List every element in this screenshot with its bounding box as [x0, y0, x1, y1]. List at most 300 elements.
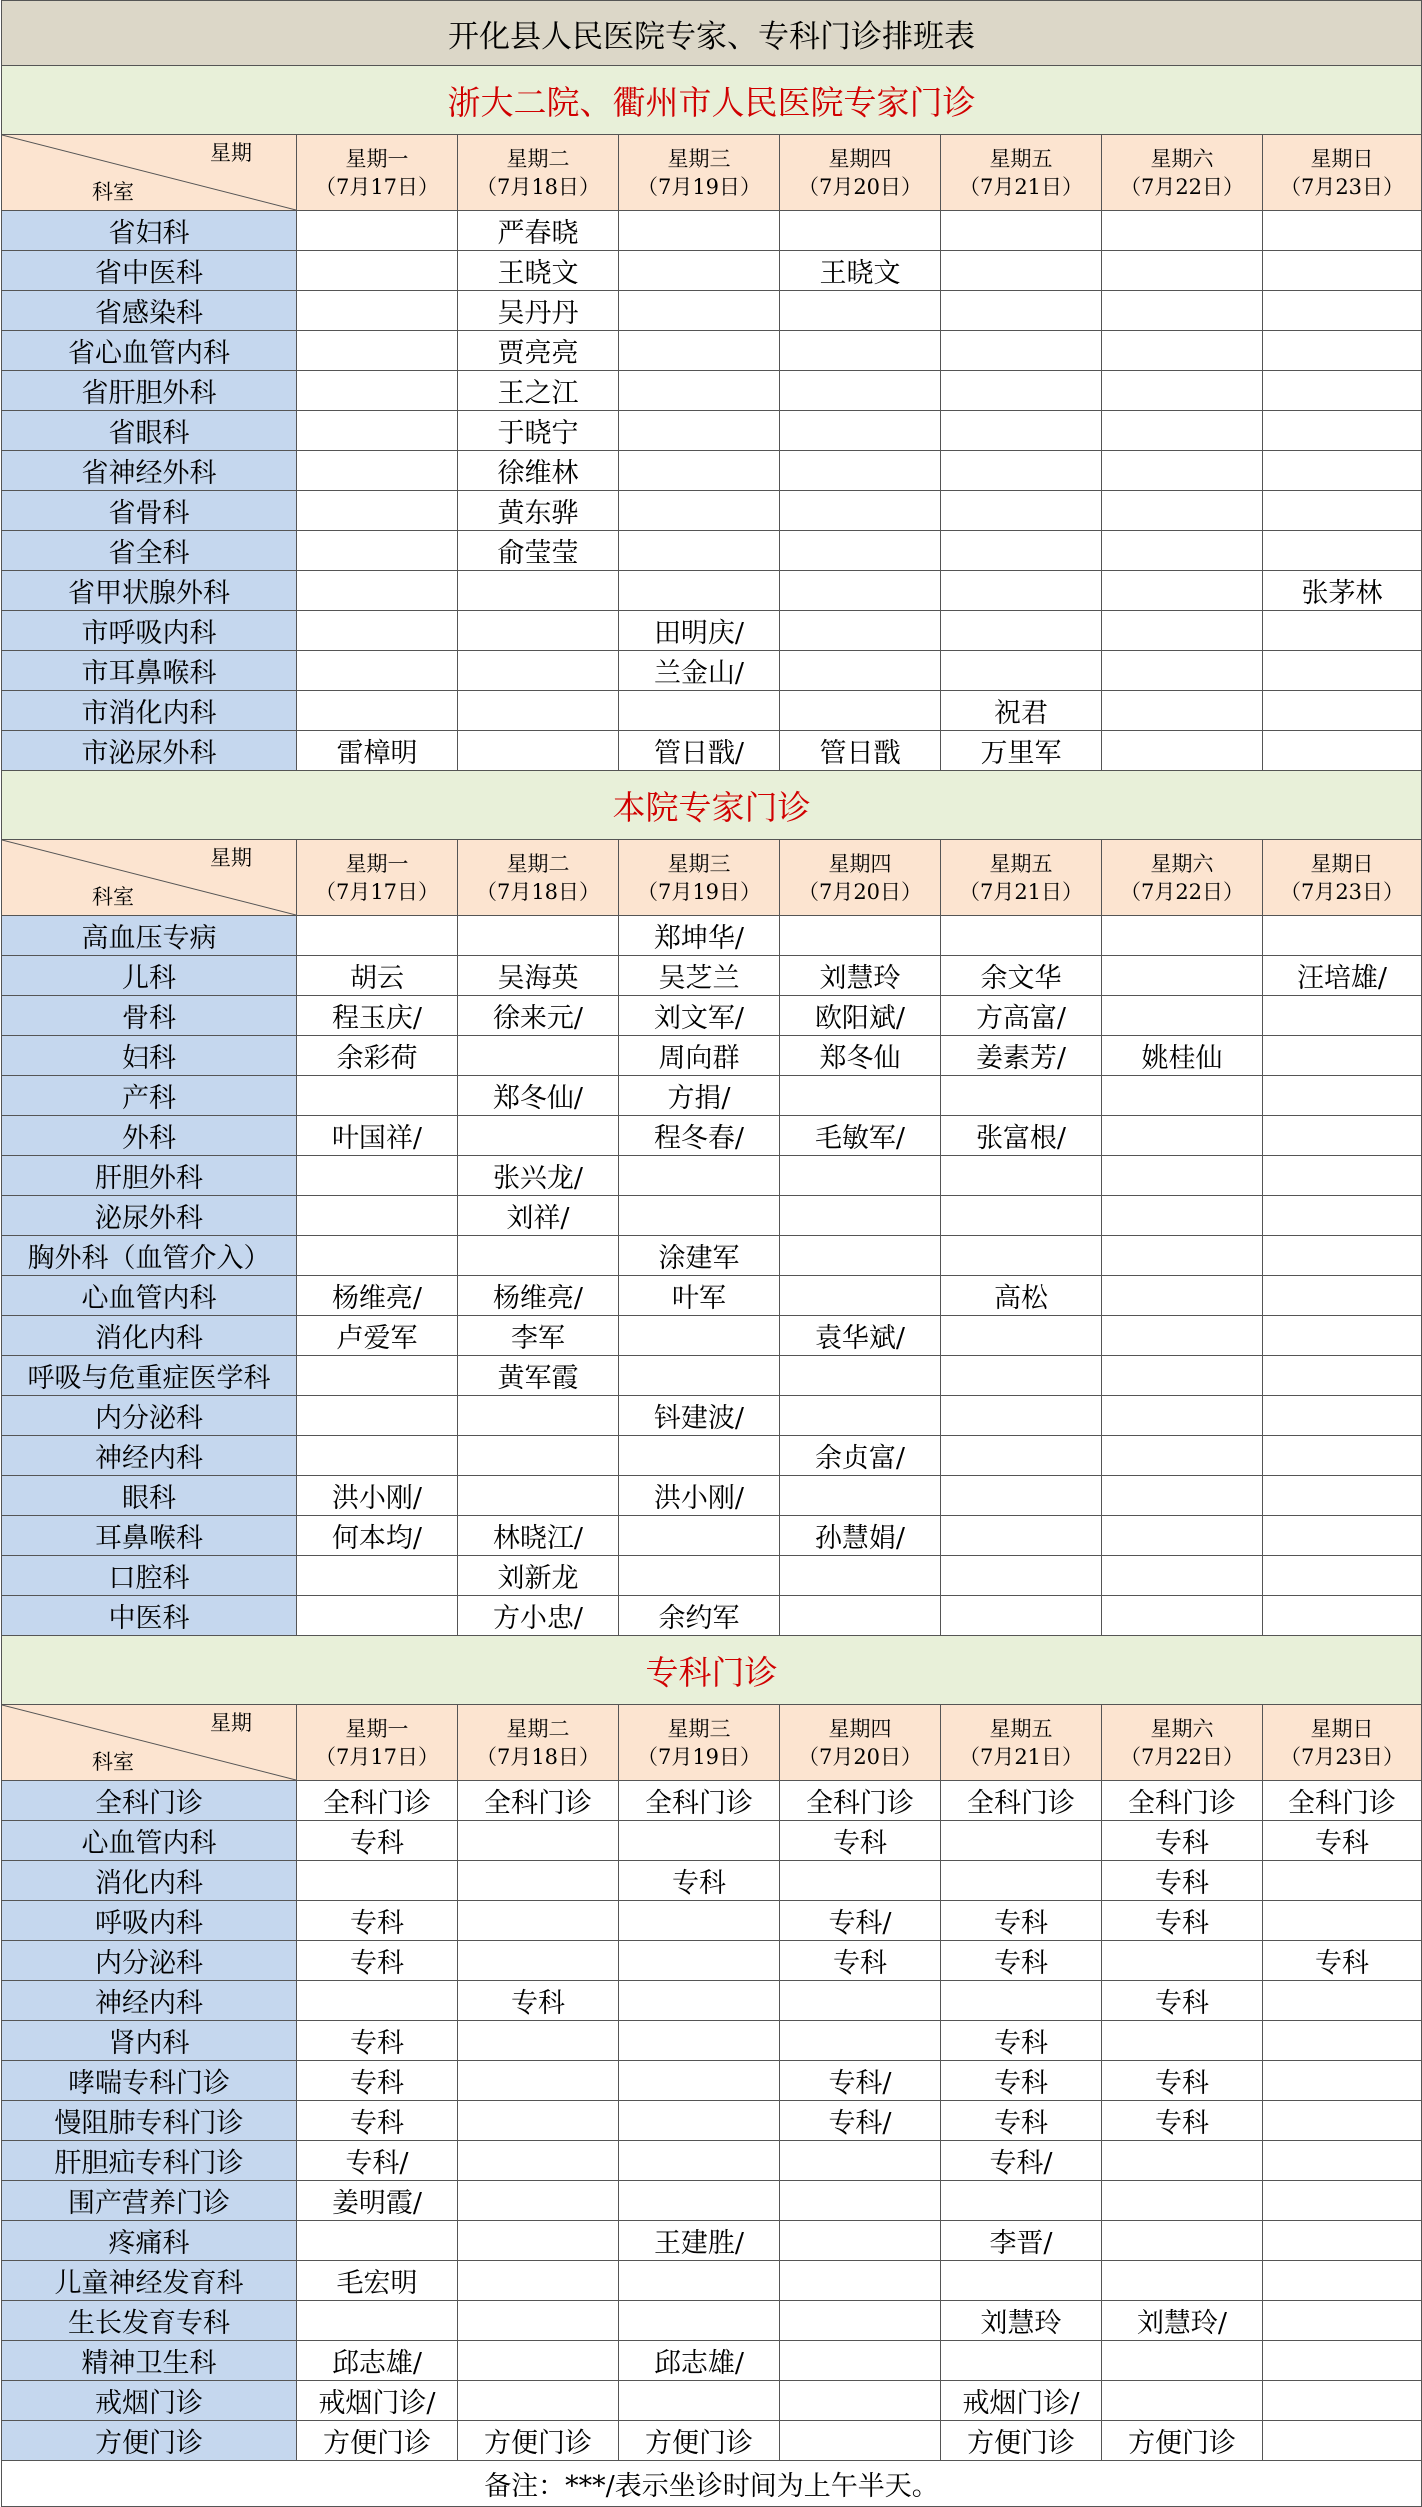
dept-cell: 内分泌科	[2, 1396, 297, 1436]
table-row	[2, 2421, 1422, 2461]
schedule-cell: 余约军	[619, 1596, 780, 1636]
schedule-cell: 雷樟明	[297, 731, 458, 771]
schedule-cell	[1263, 1356, 1422, 1396]
table-row	[2, 1116, 1422, 1156]
schedule-cell	[458, 571, 619, 611]
schedule-cell: 戒烟门诊/	[297, 2381, 458, 2421]
day-name: 星期一	[345, 146, 409, 171]
header-row	[2, 135, 1422, 211]
schedule-cell	[1102, 491, 1263, 531]
schedule-cell	[1102, 956, 1263, 996]
schedule-cell: 汪培雄/	[1263, 956, 1422, 996]
schedule-cell	[1102, 251, 1263, 291]
page-title: 开化县人民医院专家、专科门诊排班表	[2, 1, 1422, 66]
dept-cell: 全科门诊	[2, 1781, 297, 1821]
section-title-row	[2, 1636, 1422, 1705]
section-title: 专科门诊	[2, 1636, 1422, 1705]
schedule-cell	[619, 1941, 780, 1981]
schedule-cell	[780, 451, 941, 491]
schedule-cell	[941, 211, 1102, 251]
schedule-cell: 王晓文	[458, 251, 619, 291]
schedule-cell	[619, 291, 780, 331]
schedule-cell: 王之江	[458, 371, 619, 411]
day-header	[941, 840, 1102, 916]
schedule-cell: 方捐/	[619, 1076, 780, 1116]
dept-cell: 省妇科	[2, 211, 297, 251]
schedule-cell	[941, 491, 1102, 531]
schedule-cell	[458, 2341, 619, 2381]
schedule-cell: 专科/	[780, 2061, 941, 2101]
table-row	[2, 1076, 1422, 1116]
dept-label: 科室	[92, 885, 134, 909]
dept-cell: 省全科	[2, 531, 297, 571]
schedule-cell: 贾亮亮	[458, 331, 619, 371]
table-row	[2, 1156, 1422, 1196]
schedule-cell: 邱志雄/	[297, 2341, 458, 2381]
schedule-cell	[297, 1076, 458, 1116]
schedule-cell	[941, 411, 1102, 451]
schedule-cell	[941, 916, 1102, 956]
schedule-cell: 叶军	[619, 1276, 780, 1316]
schedule-cell	[941, 2341, 1102, 2381]
schedule-cell: 刘文军/	[619, 996, 780, 1036]
schedule-cell	[1263, 1981, 1422, 2021]
week-label: 星期	[210, 1711, 252, 1735]
dept-cell: 方便门诊	[2, 2421, 297, 2461]
schedule-cell	[1102, 691, 1263, 731]
schedule-cell: 钭建波/	[619, 1396, 780, 1436]
schedule-cell	[780, 916, 941, 956]
schedule-cell	[941, 1076, 1102, 1116]
day-name: 星期三	[667, 851, 731, 876]
schedule-cell	[941, 1436, 1102, 1476]
schedule-cell	[1263, 251, 1422, 291]
schedule-cell	[1263, 651, 1422, 691]
schedule-cell: 杨维亮/	[297, 1276, 458, 1316]
dept-cell: 耳鼻喉科	[2, 1516, 297, 1556]
schedule-cell	[941, 1196, 1102, 1236]
day-date: （7月21日）	[958, 1744, 1084, 1769]
day-date: （7月18日）	[475, 1744, 601, 1769]
schedule-cell	[619, 1516, 780, 1556]
day-header	[619, 1705, 780, 1781]
schedule-cell: 万里军	[941, 731, 1102, 771]
dept-cell: 心血管内科	[2, 1821, 297, 1861]
schedule-cell: 王晓文	[780, 251, 941, 291]
schedule-cell	[941, 571, 1102, 611]
day-date: （7月21日）	[958, 174, 1084, 199]
schedule-cell: 吴丹丹	[458, 291, 619, 331]
dept-cell: 精神卫生科	[2, 2341, 297, 2381]
schedule-cell	[619, 451, 780, 491]
schedule-cell: 洪小刚/	[297, 1476, 458, 1516]
schedule-cell	[1102, 531, 1263, 571]
schedule-cell	[780, 1276, 941, 1316]
schedule-cell	[780, 491, 941, 531]
schedule-cell	[1102, 1356, 1263, 1396]
schedule-cell	[619, 2181, 780, 2221]
schedule-cell: 姜素芳/	[941, 1036, 1102, 1076]
schedule-cell	[1102, 2181, 1263, 2221]
header-corner	[2, 840, 297, 916]
day-date: （7月21日）	[958, 879, 1084, 904]
schedule-cell	[1263, 2301, 1422, 2341]
day-header	[297, 135, 458, 211]
schedule-cell	[458, 2181, 619, 2221]
schedule-cell: 方便门诊	[1102, 2421, 1263, 2461]
table-row	[2, 1981, 1422, 2021]
table-row	[2, 1356, 1422, 1396]
schedule-cell: 周向群	[619, 1036, 780, 1076]
schedule-cell	[297, 2301, 458, 2341]
schedule-cell: 吴海英	[458, 956, 619, 996]
schedule-cell	[619, 331, 780, 371]
schedule-cell: 毛敏军/	[780, 1116, 941, 1156]
dept-cell: 妇科	[2, 1036, 297, 1076]
schedule-cell: 专科	[941, 2101, 1102, 2141]
table-row	[2, 1821, 1422, 1861]
day-date: （7月22日）	[1119, 174, 1245, 199]
schedule-cell	[1102, 331, 1263, 371]
schedule-cell: 洪小刚/	[619, 1476, 780, 1516]
schedule-cell: 李军	[458, 1316, 619, 1356]
dept-cell: 省肝胆外科	[2, 371, 297, 411]
day-header	[941, 1705, 1102, 1781]
schedule-cell	[941, 1861, 1102, 1901]
day-name: 星期一	[345, 851, 409, 876]
schedule-cell	[619, 691, 780, 731]
schedule-cell: 专科	[941, 2061, 1102, 2101]
schedule-cell	[1263, 1901, 1422, 1941]
schedule-cell	[297, 411, 458, 451]
dept-cell: 胸外科（血管介入）	[2, 1236, 297, 1276]
schedule-cell	[458, 1036, 619, 1076]
table-row	[2, 571, 1422, 611]
schedule-cell: 管日戬	[780, 731, 941, 771]
table-row	[2, 1781, 1422, 1821]
schedule-cell: 专科	[458, 1981, 619, 2021]
schedule-cell	[619, 2381, 780, 2421]
schedule-cell	[1263, 1396, 1422, 1436]
schedule-cell: 刘慧玲	[941, 2301, 1102, 2341]
dept-cell: 中医科	[2, 1596, 297, 1636]
schedule-cell: 专科	[297, 2101, 458, 2141]
day-name: 星期二	[506, 1716, 570, 1741]
schedule-cell	[1102, 291, 1263, 331]
day-date: （7月19日）	[636, 879, 762, 904]
schedule-cell	[780, 2181, 941, 2221]
schedule-cell	[1263, 531, 1422, 571]
schedule-cell	[1263, 2021, 1422, 2061]
schedule-cell	[1263, 411, 1422, 451]
schedule-cell	[619, 491, 780, 531]
schedule-cell	[1102, 731, 1263, 771]
schedule-cell: 方便门诊	[619, 2421, 780, 2461]
schedule-cell	[458, 2261, 619, 2301]
day-header	[1263, 1705, 1422, 1781]
schedule-cell	[941, 531, 1102, 571]
day-header	[619, 840, 780, 916]
schedule-cell	[297, 1156, 458, 1196]
day-name: 星期五	[989, 851, 1053, 876]
schedule-cell	[1102, 1236, 1263, 1276]
schedule-cell	[1102, 571, 1263, 611]
schedule-cell: 全科门诊	[1263, 1781, 1422, 1821]
schedule-cell	[1263, 451, 1422, 491]
schedule-cell: 程玉庆/	[297, 996, 458, 1036]
day-date: （7月19日）	[636, 1744, 762, 1769]
day-date: （7月19日）	[636, 174, 762, 199]
schedule-cell: 俞莹莹	[458, 531, 619, 571]
dept-cell: 神经内科	[2, 1981, 297, 2021]
schedule-cell: 张茅林	[1263, 571, 1422, 611]
dept-cell: 疼痛科	[2, 2221, 297, 2261]
schedule-cell	[1102, 1556, 1263, 1596]
section-title: 浙大二院、衢州市人民医院专家门诊	[2, 66, 1422, 135]
table-row	[2, 691, 1422, 731]
schedule-cell: 方小忠/	[458, 1596, 619, 1636]
day-name: 星期二	[506, 146, 570, 171]
dept-cell: 肝胆疝专科门诊	[2, 2141, 297, 2181]
schedule-cell	[297, 371, 458, 411]
day-date: （7月18日）	[475, 879, 601, 904]
schedule-cell	[780, 2341, 941, 2381]
schedule-cell	[941, 291, 1102, 331]
schedule-cell	[619, 1821, 780, 1861]
table-row	[2, 2141, 1422, 2181]
schedule-cell	[297, 1236, 458, 1276]
table-row	[2, 2341, 1422, 2381]
dept-cell: 戒烟门诊	[2, 2381, 297, 2421]
schedule-cell	[941, 2181, 1102, 2221]
table-row	[2, 1396, 1422, 1436]
schedule-cell	[1263, 691, 1422, 731]
schedule-cell	[297, 1556, 458, 1596]
day-date: （7月20日）	[797, 879, 923, 904]
day-date: （7月22日）	[1119, 879, 1245, 904]
day-date: （7月17日）	[314, 879, 440, 904]
dept-cell: 肝胆外科	[2, 1156, 297, 1196]
schedule-cell	[1102, 1476, 1263, 1516]
schedule-cell	[1102, 2221, 1263, 2261]
schedule-cell: 专科	[297, 2021, 458, 2061]
schedule-cell: 叶国祥/	[297, 1116, 458, 1156]
table-row	[2, 331, 1422, 371]
schedule-cell	[297, 1981, 458, 2021]
schedule-cell	[1263, 1556, 1422, 1596]
schedule-cell: 专科/	[780, 1901, 941, 1941]
schedule-cell: 吴芝兰	[619, 956, 780, 996]
schedule-cell	[458, 2381, 619, 2421]
dept-cell: 哮喘专科门诊	[2, 2061, 297, 2101]
table-row	[2, 996, 1422, 1036]
schedule-cell: 全科门诊	[297, 1781, 458, 1821]
day-name: 星期三	[667, 1716, 731, 1741]
day-name: 星期六	[1150, 851, 1214, 876]
table-row	[2, 731, 1422, 771]
dept-cell: 市呼吸内科	[2, 611, 297, 651]
schedule-cell: 王建胜/	[619, 2221, 780, 2261]
note-row	[2, 2461, 1422, 2507]
day-name: 星期日	[1310, 1716, 1374, 1741]
day-name: 星期四	[828, 1716, 892, 1741]
day-name: 星期六	[1150, 146, 1214, 171]
schedule-cell	[297, 491, 458, 531]
table-row	[2, 1276, 1422, 1316]
schedule-cell	[1263, 1476, 1422, 1516]
schedule-cell	[1263, 2381, 1422, 2421]
schedule-cell	[1263, 371, 1422, 411]
day-name: 星期日	[1310, 146, 1374, 171]
title-row	[2, 1, 1422, 66]
schedule-cell	[458, 691, 619, 731]
schedule-cell: 郑冬仙	[780, 1036, 941, 1076]
schedule-cell	[941, 1516, 1102, 1556]
schedule-cell	[619, 1436, 780, 1476]
schedule-cell: 胡云	[297, 956, 458, 996]
dept-cell: 肾内科	[2, 2021, 297, 2061]
schedule-cell: 全科门诊	[941, 1781, 1102, 1821]
schedule-cell	[619, 571, 780, 611]
schedule-cell: 刘慧玲/	[1102, 2301, 1263, 2341]
day-date: （7月23日）	[1279, 174, 1405, 199]
schedule-cell	[619, 2261, 780, 2301]
schedule-cell	[458, 2221, 619, 2261]
day-header	[1263, 840, 1422, 916]
dept-cell: 省眼科	[2, 411, 297, 451]
schedule-cell	[458, 916, 619, 956]
schedule-cell	[458, 1436, 619, 1476]
schedule-cell	[780, 2221, 941, 2261]
table-row	[2, 1556, 1422, 1596]
schedule-cell	[1263, 2181, 1422, 2221]
table-row	[2, 2101, 1422, 2141]
dept-cell: 市耳鼻喉科	[2, 651, 297, 691]
schedule-cell	[780, 331, 941, 371]
schedule-cell	[297, 1196, 458, 1236]
schedule-cell: 方便门诊	[458, 2421, 619, 2461]
schedule-cell: 专科	[297, 1901, 458, 1941]
table-row	[2, 1236, 1422, 1276]
day-header	[458, 1705, 619, 1781]
schedule-cell	[619, 1156, 780, 1196]
schedule-cell	[780, 531, 941, 571]
schedule-cell: 李晋/	[941, 2221, 1102, 2261]
schedule-cell	[780, 2261, 941, 2301]
schedule-cell	[941, 1396, 1102, 1436]
schedule-cell: 方高富/	[941, 996, 1102, 1036]
dept-cell: 泌尿外科	[2, 1196, 297, 1236]
dept-cell: 呼吸与危重症医学科	[2, 1356, 297, 1396]
schedule-cell	[780, 1196, 941, 1236]
table-row	[2, 291, 1422, 331]
schedule-cell	[458, 611, 619, 651]
schedule-cell	[1263, 491, 1422, 531]
schedule-cell	[1263, 2221, 1422, 2261]
schedule-cell	[1263, 291, 1422, 331]
schedule-cell	[1263, 611, 1422, 651]
schedule-cell	[619, 2301, 780, 2341]
schedule-cell	[780, 1981, 941, 2021]
dept-cell: 神经内科	[2, 1436, 297, 1476]
dept-cell: 生长发育专科	[2, 2301, 297, 2341]
schedule-cell	[780, 2141, 941, 2181]
day-header	[780, 135, 941, 211]
table-row	[2, 1196, 1422, 1236]
schedule-cell: 邱志雄/	[619, 2341, 780, 2381]
section-title-row	[2, 771, 1422, 840]
table-row	[2, 531, 1422, 571]
schedule-cell	[1263, 1436, 1422, 1476]
dept-cell: 呼吸内科	[2, 1901, 297, 1941]
dept-cell: 高血压专病	[2, 916, 297, 956]
table-row	[2, 2261, 1422, 2301]
schedule-cell	[297, 1436, 458, 1476]
table-row	[2, 411, 1422, 451]
dept-cell: 围产营养门诊	[2, 2181, 297, 2221]
day-date: （7月20日）	[797, 1744, 923, 1769]
dept-cell: 消化内科	[2, 1316, 297, 1356]
schedule-cell	[297, 916, 458, 956]
schedule-cell	[1263, 1156, 1422, 1196]
schedule-cell	[1263, 1276, 1422, 1316]
schedule-cell: 刘慧玲	[780, 956, 941, 996]
schedule-cell: 戒烟门诊/	[941, 2381, 1102, 2421]
schedule-cell	[297, 1861, 458, 1901]
table-row	[2, 916, 1422, 956]
schedule-cell	[458, 2301, 619, 2341]
dept-cell: 消化内科	[2, 1861, 297, 1901]
schedule-cell: 余文华	[941, 956, 1102, 996]
schedule-cell	[1263, 996, 1422, 1036]
schedule-cell	[780, 371, 941, 411]
dept-cell: 市消化内科	[2, 691, 297, 731]
schedule-cell	[297, 651, 458, 691]
schedule-cell	[780, 1596, 941, 1636]
table-row	[2, 2021, 1422, 2061]
schedule-cell	[941, 451, 1102, 491]
schedule-cell: 全科门诊	[780, 1781, 941, 1821]
schedule-cell: 专科	[941, 1901, 1102, 1941]
schedule-cell	[780, 2421, 941, 2461]
schedule-cell	[1102, 1396, 1263, 1436]
schedule-cell: 专科	[941, 1941, 1102, 1981]
schedule-cell	[1102, 371, 1263, 411]
dept-cell: 外科	[2, 1116, 297, 1156]
day-header	[458, 135, 619, 211]
schedule-cell	[619, 411, 780, 451]
schedule-cell: 于晓宁	[458, 411, 619, 451]
schedule-cell	[1102, 411, 1263, 451]
schedule-cell	[619, 1981, 780, 2021]
table-row	[2, 2301, 1422, 2341]
header-row	[2, 840, 1422, 916]
schedule-cell: 专科	[1102, 1981, 1263, 2021]
schedule-cell	[1102, 211, 1263, 251]
schedule-cell: 余贞富/	[780, 1436, 941, 1476]
schedule-cell	[619, 2061, 780, 2101]
schedule-cell	[1102, 2021, 1263, 2061]
schedule-cell	[780, 411, 941, 451]
schedule-cell	[1102, 1596, 1263, 1636]
schedule-cell	[297, 1396, 458, 1436]
table-row	[2, 1436, 1422, 1476]
day-header	[941, 135, 1102, 211]
dept-cell: 内分泌科	[2, 1941, 297, 1981]
day-name: 星期四	[828, 851, 892, 876]
day-name: 星期日	[1310, 851, 1374, 876]
schedule-cell	[297, 571, 458, 611]
